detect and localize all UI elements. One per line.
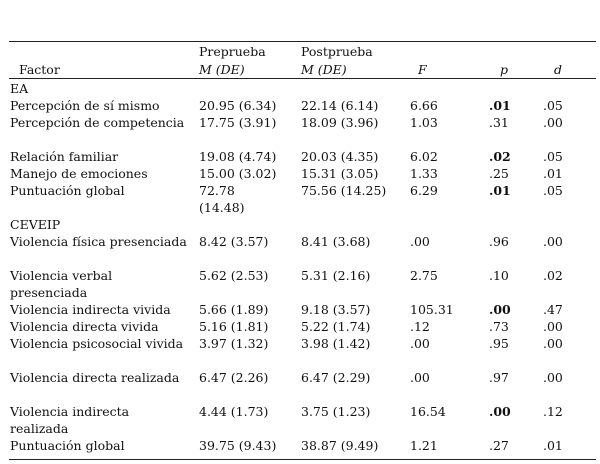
row-f-value: 1.03	[410, 115, 438, 130]
row-d-value: .01	[543, 166, 563, 181]
row-factor: Violencia indirecta vivida	[10, 302, 171, 317]
header-preprueba: Preprueba	[199, 44, 266, 59]
row-f-value: .12	[410, 319, 430, 334]
row-post-value: 9.18 (3.57)	[301, 302, 371, 317]
section-label: CEVEIP	[10, 217, 61, 232]
row-p-value: .97	[489, 370, 509, 385]
header-p: p	[500, 62, 509, 77]
row-factor: Violencia indirecta realizada	[10, 404, 130, 436]
row-pre-value: 8.42 (3.57)	[199, 234, 269, 249]
row-p-value: .95	[489, 336, 509, 351]
row-f-value: 2.75	[410, 268, 438, 283]
row-factor: Violencia verbal presenciada	[10, 268, 113, 300]
row-f-value: 6.66	[410, 98, 438, 113]
row-factor: Violencia física presenciada	[10, 234, 187, 249]
row-post-value: 3.98 (1.42)	[301, 336, 371, 351]
row-f-value: .00	[410, 370, 430, 385]
row-factor: Manejo de emociones	[10, 166, 148, 181]
row-post-value: 6.47 (2.29)	[301, 370, 371, 385]
row-pre-value: 20.95 (6.34)	[199, 98, 277, 113]
header-m-de-pre: M (DE)	[199, 62, 245, 77]
row-post-value: 3.75 (1.23)	[301, 404, 371, 419]
row-p-value: .73	[489, 319, 509, 334]
row-d-value: .00	[543, 319, 563, 334]
header-postprueba: Postprueba	[301, 44, 373, 59]
row-d-value: .12	[543, 404, 563, 419]
row-p-value: .00	[489, 404, 511, 419]
row-d-value: .00	[543, 370, 563, 385]
row-factor: Puntuación global	[10, 438, 125, 453]
row-d-value: .05	[543, 98, 563, 113]
row-post-value: 18.09 (3.96)	[301, 115, 379, 130]
row-d-value: .01	[543, 438, 563, 453]
row-f-value: 16.54	[410, 404, 446, 419]
row-post-value: 8.41 (3.68)	[301, 234, 371, 249]
row-f-value: 6.02	[410, 149, 438, 164]
row-pre-value: 15.00 (3.02)	[199, 166, 277, 181]
row-d-value: .05	[543, 149, 563, 164]
header-d: d	[554, 62, 563, 77]
row-p-value: .25	[489, 166, 509, 181]
row-p-value: .96	[489, 234, 509, 249]
row-d-value: .00	[543, 115, 563, 130]
row-f-value: 6.29	[410, 183, 438, 198]
row-p-value: .01	[489, 98, 511, 113]
row-d-value: .47	[543, 302, 563, 317]
row-factor: Percepción de sí mismo	[10, 98, 160, 113]
row-pre-value: 39.75 (9.43)	[199, 438, 277, 453]
row-f-value: 1.33	[410, 166, 438, 181]
header-rule	[9, 78, 596, 79]
bottom-rule	[9, 459, 596, 460]
row-pre-value: 5.62 (2.53)	[199, 268, 269, 283]
row-post-value: 5.22 (1.74)	[301, 319, 371, 334]
row-f-value: .00	[410, 234, 430, 249]
top-rule	[9, 41, 596, 42]
row-pre-value: 72.78 (14.48)	[199, 183, 245, 215]
section-label: EA	[10, 81, 29, 96]
row-f-value: .00	[410, 336, 430, 351]
row-post-value: 75.56 (14.25)	[301, 183, 387, 198]
row-d-value: .05	[543, 183, 563, 198]
row-factor: Violencia directa vivida	[10, 319, 159, 334]
header-factor: Factor	[19, 62, 60, 77]
row-post-value: 38.87 (9.49)	[301, 438, 379, 453]
row-pre-value: 3.97 (1.32)	[199, 336, 269, 351]
row-p-value: .00	[489, 302, 511, 317]
row-factor: Violencia psicosocial vivida	[10, 336, 184, 351]
row-p-value: .27	[489, 438, 509, 453]
header-f: F	[418, 62, 427, 77]
row-p-value: .02	[489, 149, 511, 164]
row-post-value: 5.31 (2.16)	[301, 268, 371, 283]
row-factor: Violencia directa realizada	[10, 370, 180, 385]
row-pre-value: 6.47 (2.26)	[199, 370, 269, 385]
row-d-value: .00	[543, 336, 563, 351]
row-p-value: .01	[489, 183, 511, 198]
row-f-value: 1.21	[410, 438, 438, 453]
row-post-value: 15.31 (3.05)	[301, 166, 379, 181]
row-pre-value: 4.44 (1.73)	[199, 404, 269, 419]
row-factor: Percepción de competencia	[10, 115, 185, 130]
row-d-value: .00	[543, 234, 563, 249]
header-m-de-post: M (DE)	[301, 62, 347, 77]
row-pre-value: 5.66 (1.89)	[199, 302, 269, 317]
row-factor: Relación familiar	[10, 149, 119, 164]
row-factor: Puntuación global	[10, 183, 125, 198]
row-p-value: .31	[489, 115, 509, 130]
row-post-value: 20.03 (4.35)	[301, 149, 379, 164]
row-pre-value: 17.75 (3.91)	[199, 115, 277, 130]
row-d-value: .02	[543, 268, 563, 283]
row-post-value: 22.14 (6.14)	[301, 98, 379, 113]
row-pre-value: 19.08 (4.74)	[199, 149, 277, 164]
row-p-value: .10	[489, 268, 509, 283]
row-f-value: 105.31	[410, 302, 454, 317]
row-pre-value: 5.16 (1.81)	[199, 319, 269, 334]
